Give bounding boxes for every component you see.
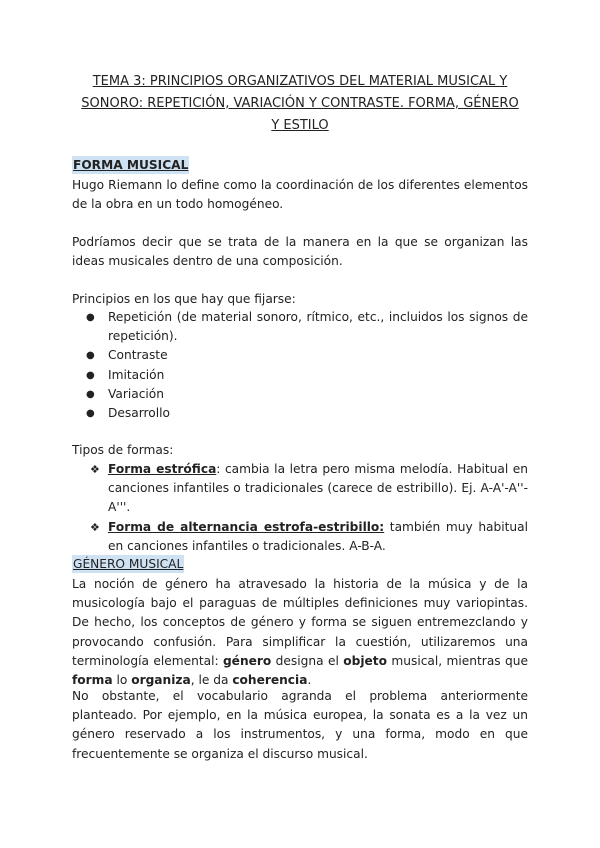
tipo-description: también muy habitual en canciones infantiles o tradicionales. A-B-A.	[108, 519, 528, 553]
list-item	[72, 460, 528, 518]
tipo-separator: :	[216, 462, 221, 476]
bullet-icon: ●	[86, 312, 95, 323]
list-item	[72, 366, 528, 385]
genero-text: musical, mientras que	[387, 653, 528, 668]
genero-text: designa el	[271, 653, 344, 668]
list-item-text: Desarrollo	[108, 406, 170, 421]
page-title	[72, 71, 528, 137]
genero-text: , le da	[190, 673, 233, 688]
list-item	[72, 518, 528, 556]
diamond-bullet-icon: ❖	[90, 520, 100, 534]
genero-paragraph-2: No obstante, el vocabulario agranda el problema anteriormente planteado. Por ejemplo, en la música europea, la sonata es a la vez un género reservado a los instrumentos, y una forma, modo en que frecuentemente se organiza el discurso musical.	[72, 689, 528, 761]
forma-paragraph-2: Podríamos decir que se trata de la manera en la que se organizan las ideas musicales dentro de una composición.	[72, 235, 528, 269]
list-item-text: Variación	[108, 386, 164, 401]
bullet-icon: ●	[86, 388, 95, 400]
list-item	[72, 404, 528, 423]
term-forma: forma	[72, 673, 113, 688]
genero-text: lo	[112, 673, 132, 688]
list-item	[72, 385, 528, 404]
title-line-1: TEMA 3: PRINCIPIOS ORGANIZATIVOS DEL MATERIAL MUSICAL Y	[92, 74, 508, 89]
list-item-text: Repetición (de material sonoro, rítmico, etc., incluidos los signos de repetición).	[108, 310, 528, 344]
genero-text: .	[307, 673, 312, 688]
tipos-list	[72, 460, 528, 556]
term-genero: género	[222, 653, 272, 668]
tipo-description: cambia la letra pero misma melodía. Habitual en canciones infantiles o tradicionales (carece de estribillo). Ej. A-A'-A''-A'''.	[108, 462, 529, 515]
tipo-term: Forma estrófica	[108, 462, 217, 476]
term-coherencia: coherencia	[232, 673, 308, 688]
list-item	[72, 308, 528, 346]
forma-paragraph-1: Hugo Riemann lo define como la coordinación de los diferentes elementos de la obra en un todo homogéneo.	[72, 178, 528, 212]
principios-list	[72, 308, 528, 423]
title-line-3: Y ESTILO	[271, 118, 329, 133]
term-organiza: organiza	[131, 673, 191, 688]
list-item-text: Contraste	[108, 348, 168, 363]
bullet-icon: ●	[86, 369, 95, 381]
section-heading-genero: GÉNERO MUSICAL	[73, 557, 184, 571]
principios-intro: Principios en los que hay que fijarse:	[72, 292, 296, 306]
genero-text: La noción de género ha atravesado la historia de la música y de la musicología bajo el paraguas de múltiples definiciones muy variopintas. De hecho, los conceptos de género y forma se siguen entremezclando y provocando confusión. Para simplificar la cuestión, utilizaremos una terminología elemental:	[72, 577, 528, 668]
bullet-icon: ●	[86, 408, 95, 420]
tipo-term: Forma de alternancia estrofa-estribillo:	[108, 519, 385, 534]
list-item	[72, 346, 528, 365]
bullet-icon: ●	[86, 350, 95, 362]
term-objeto: objeto	[343, 653, 387, 668]
list-item-text: Imitación	[108, 367, 165, 382]
tipos-intro: Tipos de formas:	[72, 443, 174, 457]
diamond-bullet-icon: ❖	[90, 463, 100, 476]
title-line-2: SONORO: REPETICIÓN, VARIACIÓN Y CONTRASTE. FORMA, GÉNERO	[81, 96, 519, 111]
genero-paragraph-1	[72, 575, 528, 690]
section-heading-forma: FORMA MUSICAL	[73, 158, 189, 172]
